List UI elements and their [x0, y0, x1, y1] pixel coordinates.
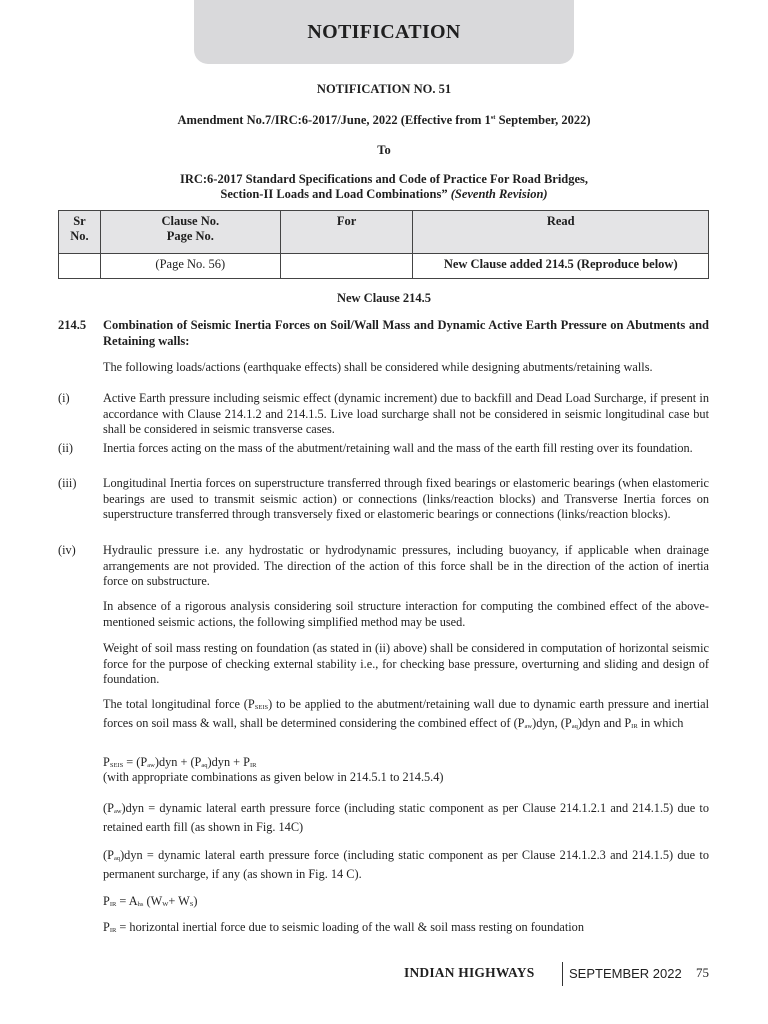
- paragraph-absence: In absence of a rigorous analysis considering soil structure interaction for computing the combined effect of the above-mentioned seismic actions, the following simplified method may be used.: [103, 599, 709, 629]
- amendment-table: [58, 210, 709, 279]
- item-number: (ii): [58, 441, 74, 455]
- formula-pir: $P_{IR} = A_{hs}$ $(W_W+ W_S)$: [103, 894, 198, 908]
- paragraph-total-force: The total longitudinal force $(P_{SEIS})$ to be applied to the abutment/retaining wall due to dynamic earth pressure and inertial forces on soil mass & wall, shall be determined considering the combined effect of $(P_{aw})dyn$, $(P_{aq})dyn$ and $P_{IR}$ in which: [103, 697, 709, 730]
- list-item: Active Earth pressure including seismic effect (dynamic increment) due to backfill and Dead Load Surcharge, if present in accordance with Clause 214.1.2 and 214.1.5. Live load surcharge shall not be considered in seismic longitudinal case but shall be considered in seismic transverse cases.: [103, 391, 709, 436]
- paragraph-weight: Weight of soil mass resting on foundation (as stated in (ii) above) shall be considered in computation of horizontal seismic force for the purpose of checking external stability i.e., for checking base pressure, overturning and sliding and design of foundation.: [103, 641, 709, 686]
- to-line: To: [377, 143, 391, 157]
- formula-pseis: $P_{SEIS} = (P_{aw})dyn + (P_{aq})dyn + P_{IR}$: [103, 755, 257, 769]
- definition-pir: $P_{IR}$ = horizontal inertial force due to seismic loading of the wall & soil mass resting on foundation: [103, 920, 584, 934]
- item-number: (iv): [58, 543, 76, 557]
- list-item: Inertia forces acting on the mass of the abutment/retaining wall and the mass of the earth fill resting over its foundation.: [103, 441, 693, 455]
- header-sr-no: Sr No.: [59, 211, 101, 254]
- subject-line-1: IRC:6-2017 Standard Specifications and Code of Practice For Road Bridges,: [179, 172, 589, 186]
- definition-paq: $(P_{aq})dyn$ = dynamic lateral earth pressure force (including static component as per Clause 214.1.2.3 and 214.1.5) due to permanent surcharge, if any (as shown in Fig. 14 C).: [103, 848, 709, 881]
- cell-sr: [59, 254, 101, 279]
- notification-number: NOTIFICATION NO. 51: [316, 82, 452, 96]
- cell-read: New Clause added 214.5 (Reproduce below): [413, 254, 709, 279]
- section-title: Combination of Seismic Inertia Forces on Soil/Wall Mass and Dynamic Active Earth Pressure on Abutments and Retaining walls:: [103, 318, 709, 348]
- header-for: For: [280, 211, 413, 254]
- item-number: (iii): [58, 476, 77, 490]
- list-item: Longitudinal Inertia forces on superstructure transferred through fixed bearings or elastomeric bearings (when elastomeric bearings are used to transmit seismic action) or connections (links/reaction blocks) and Transverse Inertia forces on superstructure transferred through transversely fixed or elastomeric bearings or connections (links/reaction blocks).: [103, 476, 709, 521]
- banner-title: NOTIFICATION: [307, 20, 461, 43]
- cell-for: [280, 254, 413, 279]
- intro-paragraph: The following loads/actions (earthquake effects) shall be considered while designing abutments/retaining walls.: [103, 360, 653, 374]
- table-row: [59, 254, 709, 279]
- subject-line-2: Section-II Loads and Load Combinations” (Seventh Revision): [220, 187, 548, 201]
- footer-issue-date: SEPTEMBER 2022: [569, 966, 682, 981]
- amendment-line: Amendment No.7/IRC:6-2017/June, 2022 (Effective from 1st September, 2022): [177, 113, 591, 127]
- footer-page-number: 75: [696, 965, 709, 980]
- section-number: 214.5: [58, 318, 87, 332]
- list-item: Hydraulic pressure i.e. any hydrostatic or hydrodynamic pressures, including buoyancy, if applicable when drainage arrangements are not provided. The direction of the action of this force shall be in the direction of the action of inertia force on substructure.: [103, 543, 709, 588]
- item-number: (i): [58, 391, 70, 405]
- notification-banner: [194, 0, 574, 64]
- header-read: Read: [413, 211, 709, 254]
- table-header-row: [59, 211, 709, 254]
- definition-paw: $(P_{aw})dyn$ = dynamic lateral earth pressure force (including static component as per Clause 214.1.2.1 and 214.1.5) due to retained earth fill (as shown in Fig. 14C): [103, 801, 709, 834]
- header-clause-no: Clause No. Page No.: [100, 211, 280, 254]
- new-clause-heading: New Clause 214.5: [336, 291, 432, 305]
- formula-note: (with appropriate combinations as given below in 214.5.1 to 214.5.4): [103, 770, 444, 784]
- footer-journal-name: INDIAN HIGHWAYS: [404, 965, 535, 980]
- cell-clause: (Page No. 56): [100, 254, 280, 279]
- footer-divider: [562, 962, 563, 986]
